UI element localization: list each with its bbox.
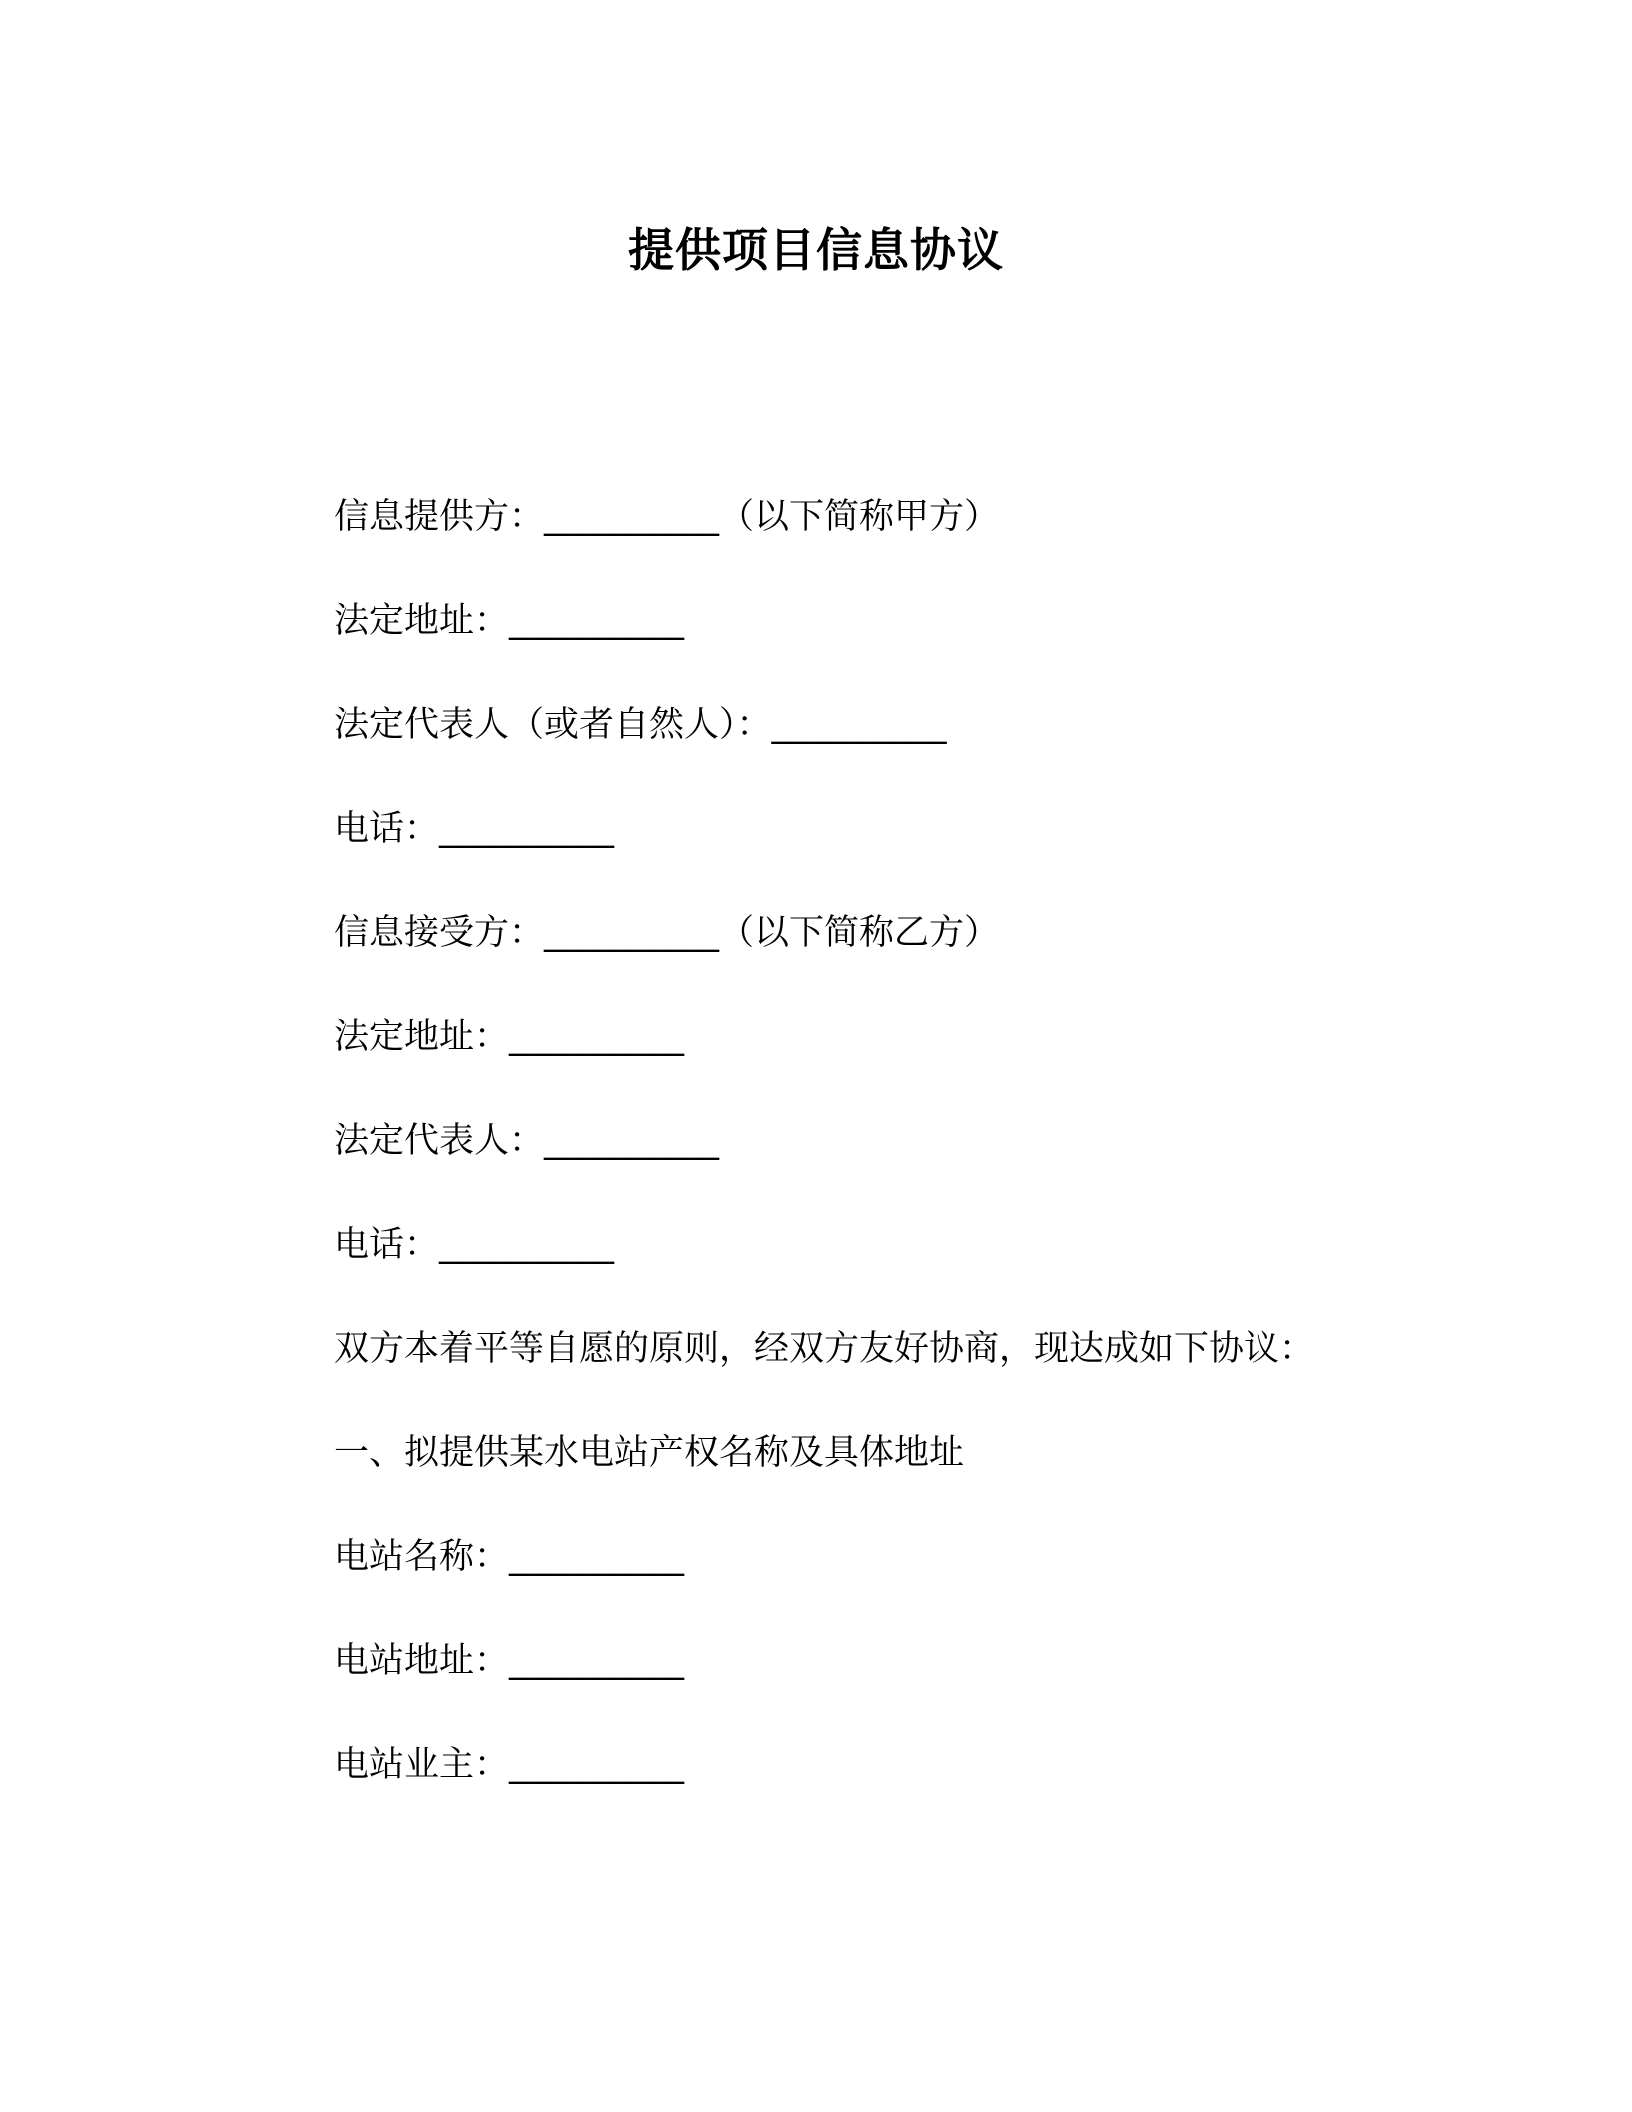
info-provider-line: 信息提供方：__________（以下简称甲方） [334, 497, 1000, 537]
document-body [334, 492, 1434, 1844]
provider-phone-line: 电话：__________ [334, 809, 615, 849]
info-receiver-line: 信息接受方：__________（以下简称乙方） [334, 913, 1000, 953]
station-owner-line: 电站业主：__________ [334, 1745, 685, 1785]
section-one-heading: 一、拟提供某水电站产权名称及具体地址 [334, 1433, 965, 1473]
document-title: 提供项目信息协议 [628, 223, 1004, 277]
station-address-line: 电站地址：__________ [334, 1641, 685, 1681]
receiver-legal-address-line: 法定地址：__________ [334, 1017, 685, 1057]
receiver-phone-line: 电话：__________ [334, 1225, 615, 1265]
provider-legal-address-line: 法定地址：__________ [334, 601, 685, 641]
receiver-legal-representative-line: 法定代表人：__________ [334, 1121, 720, 1161]
station-name-line: 电站名称：__________ [334, 1537, 685, 1577]
provider-legal-representative-line: 法定代表人（或者自然人）：__________ [334, 705, 947, 745]
agreement-intro-paragraph: 双方本着平等自愿的原则，经双方友好协商，现达成如下协议： [334, 1329, 1315, 1369]
